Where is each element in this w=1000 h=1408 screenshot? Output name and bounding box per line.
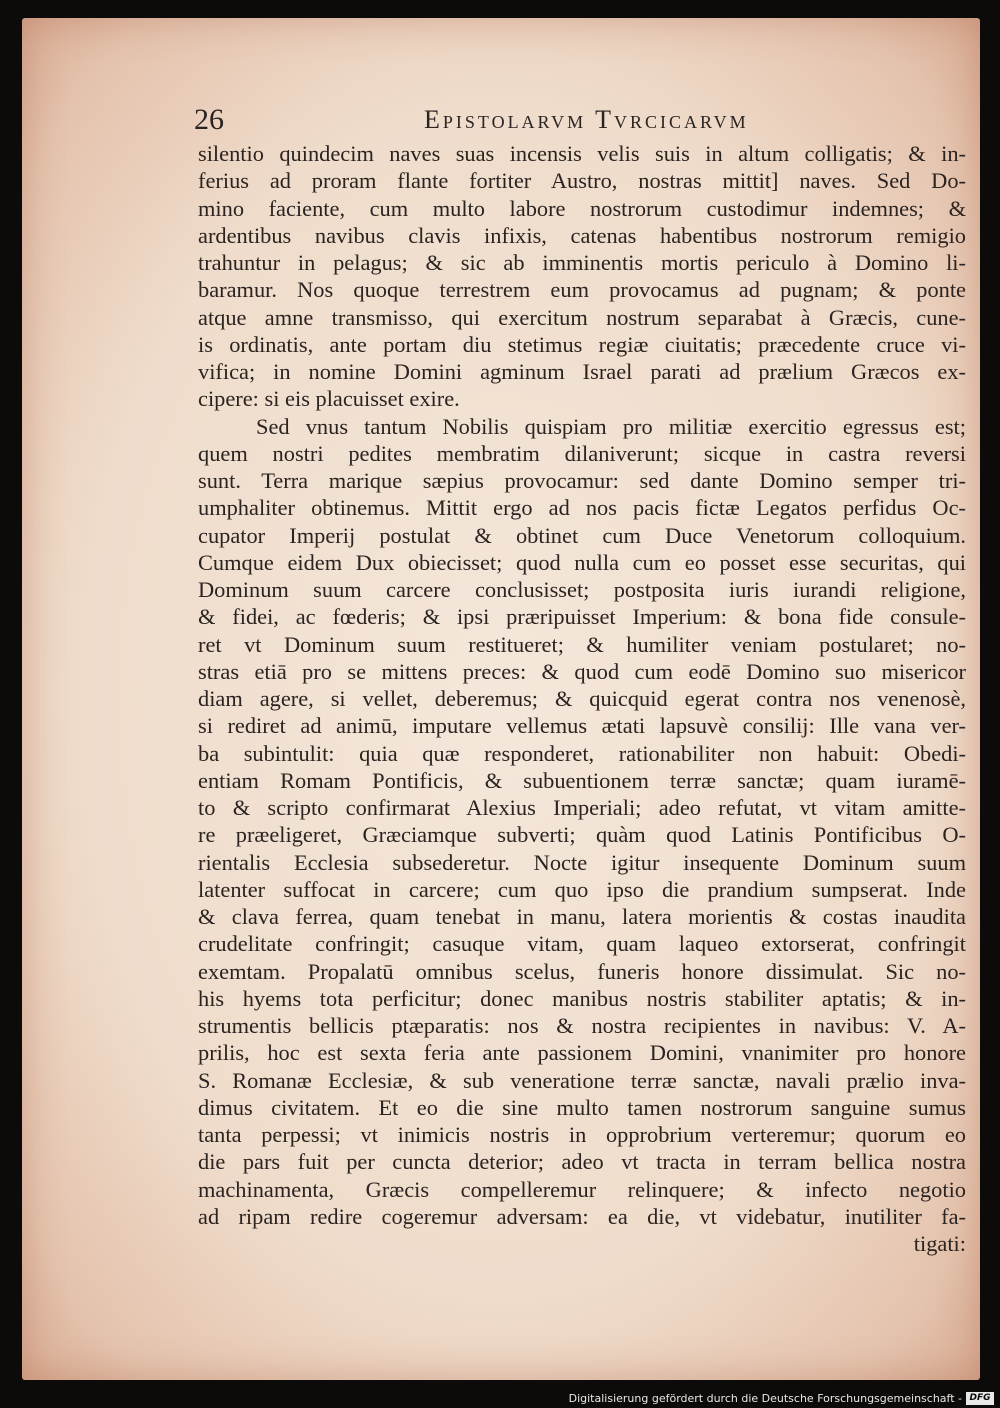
text-line: mino faciente, cum multo labore nostrorum custodimur indemnes; & [198, 195, 966, 221]
text-line: umphaliter obtinemus. Mittit ergo ad nos pacis fictæ Legatos perfidus Oc- [198, 495, 966, 521]
text-line: silentio quindecim naves suas incensis velis suis in altum colligatis; & in- [198, 141, 966, 166]
text-line: cipere: si eis placuisset exire. [198, 386, 460, 412]
text-line: diam agere, si vellet, deberemus; & quicquid egerat contra nos venenosè, [198, 686, 966, 711]
footer [0, 1390, 1000, 1408]
text-line: crudelitate confringit; casuque vitam, quam laqueo extorserat, confringit [198, 931, 966, 957]
text-line: ret vt Dominum suum restitueret; & humiliter veniam postularet; no- [198, 631, 966, 657]
text-line: sunt. Terra marique sæpius provocamur: sed dante Domino semper tri- [198, 468, 966, 493]
text-line: prilis, hoc est sexta feria ante passionem Domini, vnanimiter pro honore [198, 1040, 966, 1066]
text-line: stras etiā pro se mittens preces: & quod cum eodē Domino suo misericor [198, 658, 966, 684]
text-line: si rediret ad animū, imputare vellemus ætati lapsuvè consilij: Ille vana ver- [198, 713, 966, 739]
text-line: ad ripam redire cogeremur adversam: ea die, vt videbatur, inutiliter fa- [198, 1203, 966, 1229]
dfg-logo: DFG [966, 1392, 994, 1405]
text-line: strumentis bellicis ptæparatis: nos & nostra recipientes in navibus: V. A- [198, 1013, 966, 1038]
text-line: machinamenta, Græcis compelleremur relinquere; & infecto negotio [198, 1176, 966, 1202]
text-line: latenter suffocat in carcere; cum quo ipso die prandium sumpserat. Inde [198, 876, 966, 902]
page-header [194, 103, 980, 143]
text-line: Cumque eidem Dux obiecisset; quod nulla cum eo posset esse securitas, qui [198, 549, 966, 575]
text-line: ferius ad proram flante fortiter Austro, nostras mittit] naves. Sed Do- [198, 168, 966, 194]
text-line: to & scripto confirmarat Alexius Imperiali; adeo refutat, vt vitam amitte- [198, 795, 966, 820]
text-line: dimus civitatem. Et eo die sine multo tamen nostrorum sanguine sumus [198, 1094, 966, 1120]
text-line: Dominum suum carcere conclusisset; postposita iuris iurandi religione, [198, 577, 966, 602]
text-line: vifica; in nomine Domini agminum Israel parati ad prælium Græcos ex- [198, 359, 966, 384]
text-line: ardentibus navibus clavis infixis, catenas habentibus nostrorum remigio [198, 222, 966, 248]
text-line: is ordinatis, ante portam diu stetimus regiæ ciuitatis; præcedente cruce vi- [198, 331, 966, 357]
text-line: trahuntur in pelagus; & sic ab imminentis mortis periculo à Domino li- [198, 250, 966, 275]
text-line: exemtam. Propalatū omnibus scelus, funeris honore dissimulat. Sic no- [198, 958, 966, 984]
text-line: tanta perpessi; vt inimicis nostris in opprobrium verteremur; quorum eo [198, 1122, 966, 1147]
text-line: quem nostri pedites membratim dilaniverunt; sicque in castra reversi [198, 440, 966, 466]
body-text [198, 140, 966, 1257]
text-line: entiam Romam Pontificis, & subuentionem terræ sanctæ; quam iuramē- [198, 767, 966, 793]
text-line: die pars fuit per cuncta deterior; adeo vt tracta in terram bellica nostra [198, 1149, 966, 1175]
text-line: baramur. Nos quoque terrestrem eum provocamus ad pugnam; & ponte [198, 277, 966, 303]
footer-credit: Digitalisierung gefördert durch die Deutsche Forschungsgemeinschaft - [568, 1392, 962, 1405]
text-line: & clava ferrea, quam tenebat in manu, latera morientis & costas inaudita [198, 904, 966, 929]
text-line: his hyems tota perficitur; donec manibus nostris stabiliter aptatis; & in- [198, 985, 966, 1011]
text-line: ba subintulit: quia quæ responderet, rationabiliter non habuit: Obedi- [198, 740, 966, 766]
text-line: cupator Imperij postulat & obtinet cum Duce Venetorum colloquium. [198, 522, 966, 548]
text-line: Sed vnus tantum Nobilis quispiam pro militiæ exercitio egressus est; [256, 413, 966, 439]
text-line: re præeligeret, Græciamque subverti; quàm quod Latinis Pontificibus O- [198, 822, 966, 848]
text-line: atque amne transmisso, qui exercitum nostrum separabat à Græcis, cune- [198, 304, 966, 330]
text-line: & fidei, ac fœderis; & ipsi præripuisset Imperium: & bona fide consule- [198, 604, 966, 630]
text-line: S. Romanæ Ecclesiæ, & sub veneratione terræ sanctæ, navali prælio inva- [198, 1067, 966, 1093]
page-number: 26 [194, 103, 224, 136]
running-head: Epistolarvm Tvrcicarvm [424, 105, 749, 134]
text-line: tigati: [913, 1231, 966, 1256]
text-line: rientalis Ecclesia subsederetur. Nocte igitur insequente Dominum suum [198, 849, 966, 875]
